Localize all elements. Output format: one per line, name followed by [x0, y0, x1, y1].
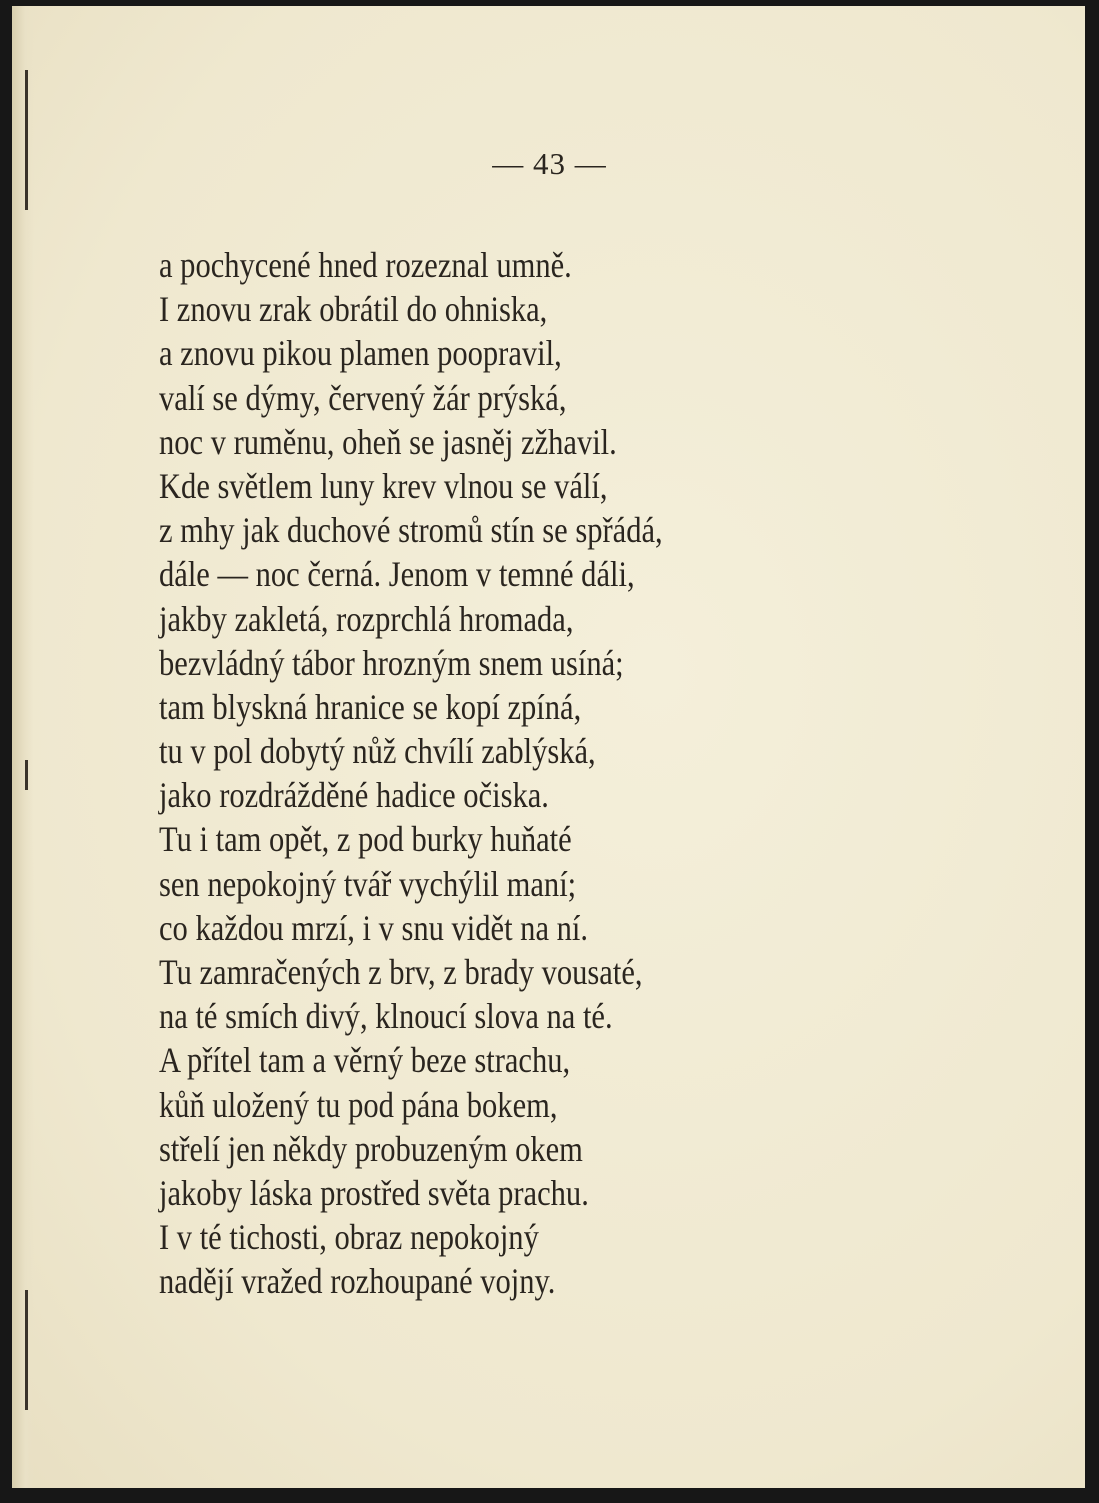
poem-line: na té smích divý, klnoucí slova na té.	[159, 996, 613, 1037]
poem-line: a pochycené hned rozeznal umně.	[159, 245, 572, 285]
poem-line: I v té tichosti, obraz nepokojný	[159, 1217, 539, 1258]
gutter-mark	[25, 760, 28, 790]
poem-line: Tu zamračených z brv, z brady vousaté,	[159, 952, 643, 992]
page-gutter	[12, 6, 34, 1488]
poem-line: z mhy jak duchové stromů stín se spřádá,	[159, 510, 663, 551]
gutter-mark	[25, 1290, 28, 1410]
poem-line: tam blyskná hranice se kopí zpíná,	[159, 686, 582, 727]
poem-line: tu v pol dobytý nůž chvílí zablýská,	[159, 731, 596, 772]
poem-line: kůň uložený tu pod pána bokem,	[159, 1084, 558, 1125]
poem-line: I znovu zrak obrátil do ohniska,	[159, 289, 548, 330]
poem-line: a znovu pikou plamen poopravil,	[159, 333, 562, 374]
poem-line: bezvládný tábor hrozným snem usíná;	[159, 642, 624, 683]
poem-line: jakby zakletá, rozprchlá hromada,	[159, 598, 574, 639]
poem-line: jakoby láska prostřed světa prachu.	[159, 1172, 589, 1213]
poem-line: Kde světlem luny krev vlnou se válí,	[159, 465, 608, 506]
poem-line: střelí jen někdy probuzeným okem	[159, 1128, 583, 1169]
gutter-mark	[25, 70, 28, 210]
page-number: — 43 —	[492, 146, 607, 181]
poem-line: noc v ruměnu, oheň se jasněj zžhavil.	[159, 421, 617, 462]
poem-line: valí se dýmy, červený žár prýská,	[159, 377, 567, 418]
poem-text	[159, 243, 745, 1304]
poem-line: dále — noc černá. Jenom v temné dáli,	[159, 554, 635, 595]
poem-line: jako rozdrážděné hadice očiska.	[159, 775, 549, 816]
poem-line: Tu i tam opět, z pod burky huňaté	[159, 819, 572, 860]
poem-line: co každou mrzí, i v snu vidět na ní.	[159, 907, 589, 948]
poem-line: sen nepokojný tvář vychýlil maní;	[159, 863, 577, 904]
poem-line: A přítel tam a věrný beze strachu,	[159, 1040, 571, 1081]
poem-line: nadějí vražed rozhoupané vojny.	[159, 1261, 556, 1302]
